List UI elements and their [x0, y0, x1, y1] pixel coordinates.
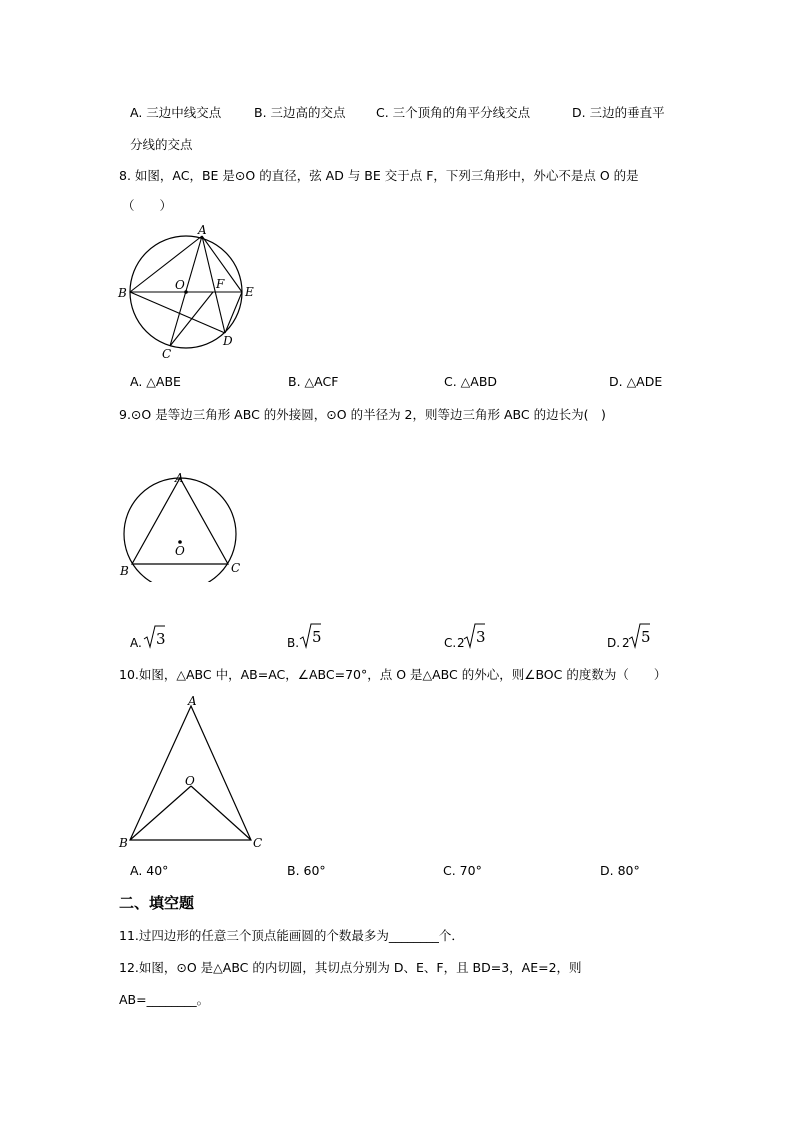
q8-answer-paren: （ ）	[122, 198, 173, 213]
svg-text:5: 5	[641, 628, 651, 646]
q10-label-a: A	[188, 694, 197, 708]
q10-option-d: D. 80°	[600, 863, 640, 878]
q8-label-e: E	[245, 285, 254, 299]
svg-text:5: 5	[312, 628, 322, 646]
q8-label-f: F	[216, 277, 225, 291]
q8-chord-bd	[130, 292, 225, 333]
q8-option-a: A. △ABE	[130, 374, 181, 389]
q9-options	[128, 620, 688, 652]
q8-label-a: A	[198, 223, 207, 237]
q9-label-c: C	[231, 561, 241, 575]
q8-figure	[112, 222, 262, 364]
svg-text:3: 3	[156, 630, 166, 648]
q11-stem: 11.过四边形的任意三个顶点能画圆的个数最多为________个．	[119, 928, 464, 943]
q10-option-c: C. 70°	[443, 863, 482, 878]
q8-label-c: C	[162, 347, 172, 361]
q10-figure	[114, 692, 274, 854]
section-title-fill-in: 二、填空题	[119, 894, 195, 912]
q9-option-c	[444, 624, 486, 650]
svg-text:2: 2	[457, 636, 465, 650]
q8-chord-ab	[130, 236, 202, 292]
q10-triangle	[130, 706, 251, 840]
svg-text:2: 2	[622, 636, 630, 650]
svg-text:C.: C.	[444, 636, 457, 650]
q9-circle	[124, 478, 236, 582]
svg-text:B.: B.	[287, 636, 300, 650]
q8-segment-cf	[170, 292, 213, 346]
q9-option-d	[607, 624, 651, 650]
q10-label-o: O	[185, 774, 195, 788]
q12-stem-continuation: AB=________。	[119, 992, 210, 1007]
q10-option-a: A. 40°	[130, 863, 169, 878]
q9-option-a	[130, 626, 166, 650]
q8-label-b: B	[118, 286, 127, 300]
q7-option-b: B. 三边高的交点	[254, 105, 346, 120]
q12-stem: 12.如图，⊙O 是△ABC 的内切圆，其切点分别为 D、E、F，且 BD=3，AE=2，则	[119, 960, 582, 975]
svg-text:A.: A.	[130, 636, 142, 650]
q10-option-b: B. 60°	[287, 863, 326, 878]
q8-option-d: D. △ADE	[609, 374, 663, 389]
q9-figure	[114, 470, 254, 582]
q9-label-o: O	[175, 544, 185, 558]
q7-option-a: A. 三边中线交点	[130, 105, 222, 120]
q10-segment-bo	[130, 786, 191, 840]
q7-option-c: C. 三个顶角的角平分线交点	[376, 105, 531, 120]
q10-label-b: B	[119, 836, 128, 850]
q10-label-c: C	[253, 836, 263, 850]
q8-label-d: D	[223, 334, 233, 348]
q7-option-d-continuation: 分线的交点	[130, 137, 193, 152]
svg-text:D.: D.	[607, 636, 621, 650]
q8-stem: 8. 如图，AC，BE 是⊙O 的直径，弦 AD 与 BE 交于点 F，下列三角形中，外心不是点 O 的是	[119, 168, 639, 183]
q8-option-b: B. △ACF	[288, 374, 339, 389]
q7-option-d: D. 三边的垂直平	[572, 105, 665, 120]
q8-chord-de	[225, 292, 242, 333]
q9-stem: 9.⊙O 是等边三角形 ABC 的外接圆，⊙O 的半径为 2，则等边三角形 ABC 的边长为( )	[119, 407, 606, 422]
svg-text:3: 3	[476, 628, 486, 646]
q9-option-b	[287, 624, 322, 650]
q10-segment-co	[191, 786, 251, 840]
q8-label-o: O	[175, 278, 185, 292]
q10-stem: 10.如图，△ABC 中，AB=AC，∠ABC=70°，点 O 是△ABC 的外心，则∠BOC 的度数为（ ）	[119, 667, 667, 682]
q9-label-a: A	[175, 471, 184, 485]
q9-label-b: B	[120, 564, 129, 578]
q8-option-c: C. △ABD	[444, 374, 498, 389]
